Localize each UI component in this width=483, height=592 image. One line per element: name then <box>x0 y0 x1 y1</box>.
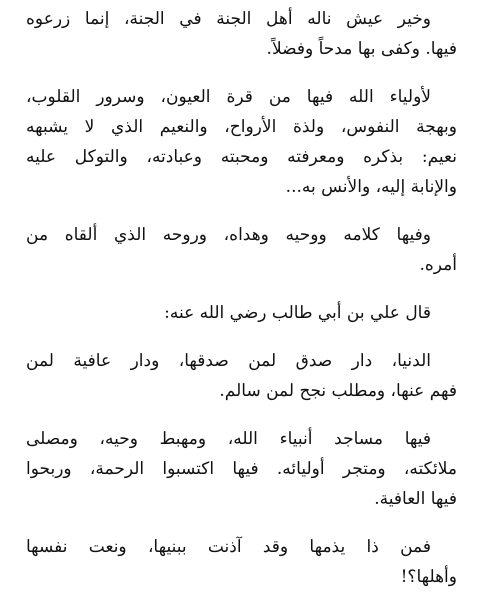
paragraph-2 <box>26 82 457 202</box>
text-line: فيها العافية. <box>374 489 457 509</box>
text-line: أمره. <box>419 255 457 275</box>
text-line: فيها مساجد أنبياء الله، ومهبط وحيه، ومصلى <box>26 429 431 449</box>
text-line: فيها. وكفى بها مدحاً وفضلاً. <box>266 39 457 59</box>
text-line: فهم عنها، ومطلب نجح لمن سالم. <box>219 381 457 401</box>
text-line: وبهجة النفوس، ولذة الأرواح، والنعيم الذي لا يشبهه <box>26 117 457 137</box>
paragraph-4 <box>26 298 457 328</box>
text-line: ملائكته، ومتجر أوليائه. فيها اكتسبوا الرحمة، وربحوا <box>26 459 457 479</box>
text-line: والإنابة إليه، والأنس به... <box>285 177 457 197</box>
paragraph-7 <box>26 532 457 592</box>
text-line: قال علي بن أبي طالب رضي الله عنه: <box>164 303 431 323</box>
paragraph-6 <box>26 424 457 514</box>
text-line: لأولياء الله فيها من قرة العيون، وسرور القلوب، <box>26 87 431 107</box>
paragraph-5 <box>26 346 457 406</box>
text-line: وفيها كلامه ووحيه وهداه، وروحه الذي ألقاه من <box>26 225 431 245</box>
text-line: وأهلها؟! <box>400 567 457 587</box>
text-line: نعيم: بذكره ومعرفته ومحبته وعبادته، والتوكل عليه <box>26 147 457 167</box>
text-line: فمن ذا يذمها وقد آذنت ببنيها، ونعت نفسها <box>26 537 431 557</box>
paragraph-3 <box>26 220 457 280</box>
paragraph-1 <box>26 4 457 64</box>
text-line: الدنيا، دار صدق لمن صدقها، ودار عافية لمن <box>26 351 431 371</box>
text-line: وخير عيش ناله أهل الجنة في الجنة، إنما زرعوه <box>26 9 431 29</box>
